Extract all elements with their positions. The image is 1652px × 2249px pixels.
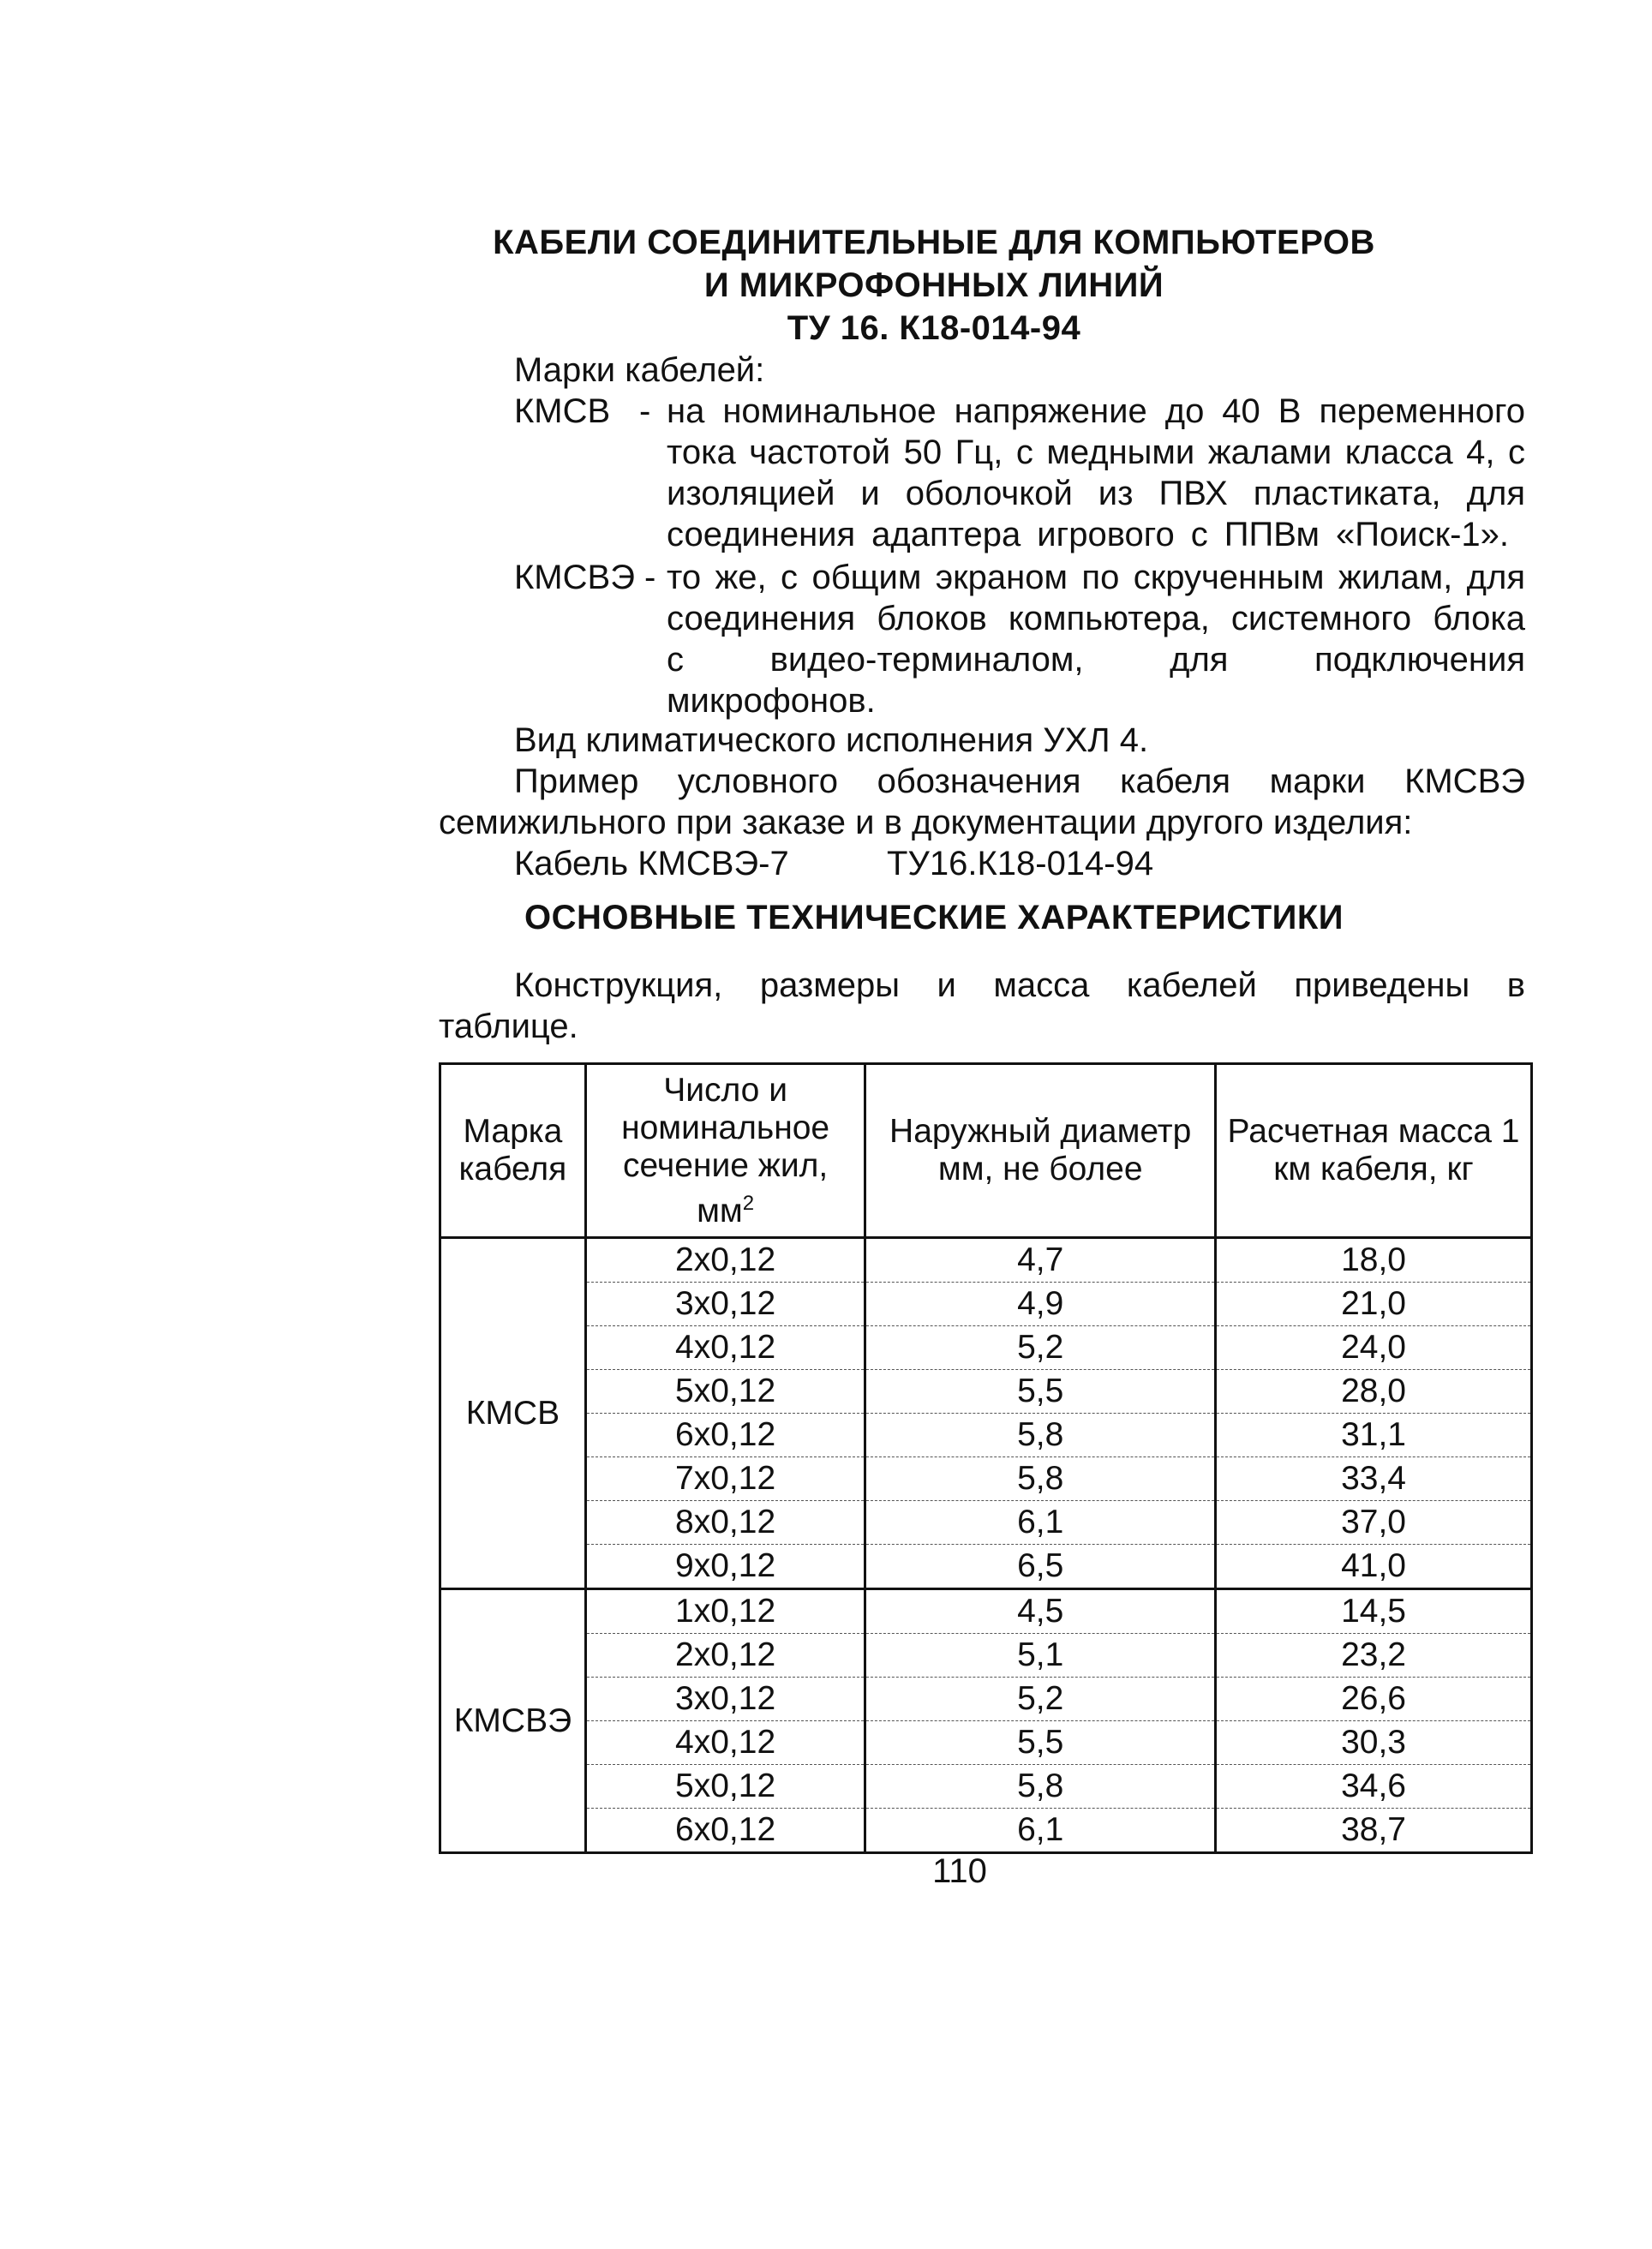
climate-version: Вид климатического исполнения УХЛ 4. [514,721,1149,759]
cell-mass: 38,7 [1216,1809,1532,1853]
brand-code-kmsv: КМСВ [514,392,611,430]
cell-diameter: 5,8 [865,1457,1216,1501]
cell-cores: 5х0,12 [585,1370,865,1414]
cell-cores: 2х0,12 [585,1238,865,1283]
cell-diameter: 5,5 [865,1721,1216,1765]
table-row [440,1326,1532,1370]
cell-cores: 2х0,12 [585,1634,865,1678]
cell-cores: 3х0,12 [585,1678,865,1721]
cell-diameter: 5,2 [865,1326,1216,1370]
table-intro-line: Конструкция, размеры и масса кабелей приведены в [514,966,1525,1004]
cell-mass: 24,0 [1216,1326,1532,1370]
table-row [440,1414,1532,1457]
header-cores: Число и номинальное сечение жил, $мм^2$ [585,1064,865,1238]
kmsve-description-line: соединения блоков компьютера, системного блока [667,600,1525,637]
brands-intro: Марки кабелей: [514,351,765,389]
kmsve-description-line: то же, с общим экраном по скрученным жилам, для [667,559,1525,596]
cell-mass: 18,0 [1216,1238,1532,1283]
cell-mass: 33,4 [1216,1457,1532,1501]
header-cores-superscript: 2 [742,1191,755,1215]
cell-mark: КМСВ [440,1238,586,1589]
example-paragraph-line: Пример условного обозначения кабеля марки КМСВЭ [514,763,1525,800]
section-heading: ОСНОВНЫЕ ТЕХНИЧЕСКИЕ ХАРАКТЕРИСТИКИ [524,899,1344,936]
table-row [440,1545,1532,1589]
kmsv-description-line: на номинальное напряжение до 40 В переменного [667,392,1525,430]
table-row [440,1765,1532,1809]
page-number: 110 [932,1852,987,1890]
cell-mass: 21,0 [1216,1283,1532,1326]
cell-mass: 31,1 [1216,1414,1532,1457]
cell-cores: 9х0,12 [585,1545,865,1589]
table-row [440,1809,1532,1853]
cell-diameter: 6,1 [865,1501,1216,1545]
example-cable-designation: Кабель КМСВЭ-7 [514,845,789,882]
header-diameter: Наружный диаметр мм, не более [865,1064,1216,1238]
cell-diameter: 5,8 [865,1414,1216,1457]
table-row [440,1721,1532,1765]
kmsv-description-line: соединения адаптера игрового с ППВм «Поиск-1». [667,516,1509,553]
document-title-spec-number: ТУ 16. К18-014-94 [787,309,1081,347]
cell-cores: 8х0,12 [585,1501,865,1545]
cell-cores: 3х0,12 [585,1283,865,1326]
cell-cores: 7х0,12 [585,1457,865,1501]
cell-diameter: 4,5 [865,1589,1216,1634]
cell-diameter: 5,2 [865,1678,1216,1721]
cell-mass: 26,6 [1216,1678,1532,1721]
cell-mark: КМСВЭ [440,1589,586,1853]
header-mark: Марка кабеля [440,1064,586,1238]
kmsve-description-line: с видео-терминалом, для подключения [667,641,1525,679]
cell-cores: 1х0,12 [585,1589,865,1634]
cell-cores: 4х0,12 [585,1721,865,1765]
cell-mass: 41,0 [1216,1545,1532,1589]
example-spec-number: ТУ16.К18-014-94 [887,845,1154,882]
cell-diameter: 5,5 [865,1370,1216,1414]
cell-mass: 30,3 [1216,1721,1532,1765]
table-header-row [440,1064,1532,1238]
cell-mass: 37,0 [1216,1501,1532,1545]
table-row [440,1370,1532,1414]
table-row [440,1678,1532,1721]
kmsv-description-line: тока частотой 50 Гц, с медными жалами класса 4, с [667,434,1525,471]
kmsve-description-line: микрофонов. [667,682,876,720]
cell-diameter: 5,1 [865,1634,1216,1678]
table-row [440,1589,1532,1634]
brand-code-kmsve: КМСВЭ - [514,559,656,596]
table-row [440,1457,1532,1501]
cell-mass: 14,5 [1216,1589,1532,1634]
cell-cores: 6х0,12 [585,1809,865,1853]
table-intro-line: таблице. [439,1008,578,1045]
cell-diameter: 5,8 [865,1765,1216,1809]
table-row [440,1283,1532,1326]
cell-diameter: 6,1 [865,1809,1216,1853]
cell-diameter: 6,5 [865,1545,1216,1589]
cell-diameter: 4,9 [865,1283,1216,1326]
example-paragraph-line: семижильного при заказе и в документации другого изделия: [439,804,1413,841]
cell-mass: 23,2 [1216,1634,1532,1678]
kmsv-description-line: изоляцией и оболочкой из ПВХ пластиката, для [667,475,1525,512]
cell-mass: 28,0 [1216,1370,1532,1414]
table-row [440,1634,1532,1678]
table-row [440,1501,1532,1545]
header-mass: Расчетная масса 1 км кабеля, кг [1216,1064,1532,1238]
cell-cores: 4х0,12 [585,1326,865,1370]
brand-dash-kmsv: - [639,392,651,430]
cable-specs-table [439,1062,1533,1854]
cell-cores: 5х0,12 [585,1765,865,1809]
document-title-line-2: И МИКРОФОННЫХ ЛИНИЙ [703,266,1164,304]
cell-cores: 6х0,12 [585,1414,865,1457]
table-row [440,1238,1532,1283]
cell-mass: 34,6 [1216,1765,1532,1809]
document-title-line-1: КАБЕЛИ СОЕДИНИТЕЛЬНЫЕ ДЛЯ КОМПЬЮТЕРОВ [493,224,1375,261]
cell-diameter: 4,7 [865,1238,1216,1283]
